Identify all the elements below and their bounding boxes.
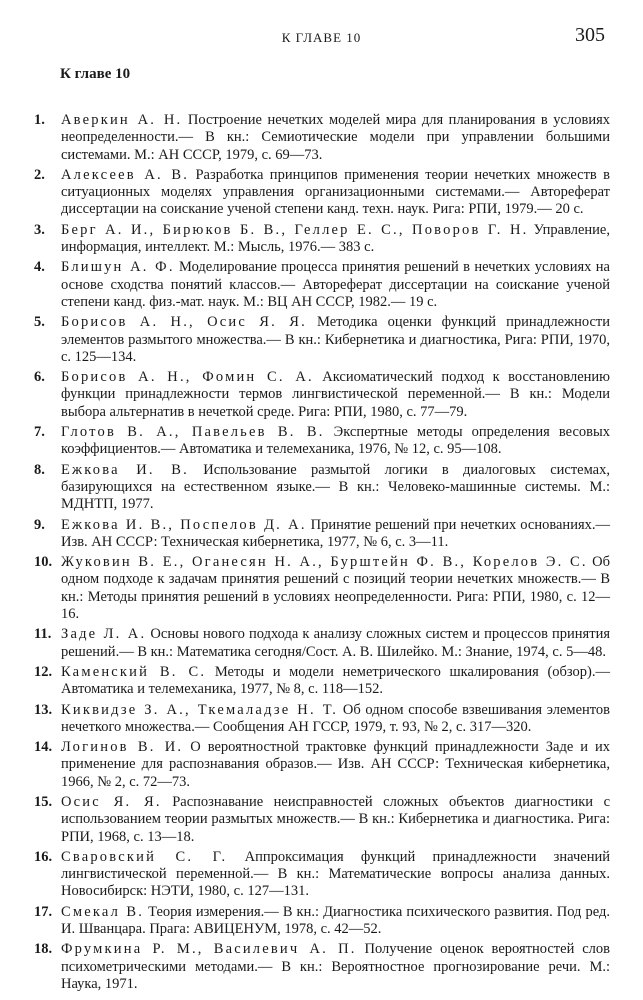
reference-authors: Ежкова И. В., Поспелов Д. А.	[61, 516, 307, 533]
reference-item	[34, 112, 610, 164]
reference-number: 5.	[34, 314, 45, 331]
reference-item	[34, 424, 610, 459]
reference-item	[34, 369, 610, 421]
reference-text: Распознавание неисправностей сложных объектов диагностики с использованием теории размытых множеств.— В кн.: Кибернетика и диагностика. Рига: РПИ, 1968, с. 13—18.	[61, 793, 611, 845]
reference-item	[34, 626, 610, 661]
reference-authors: Фрумкина Р. М., Василевич А. П.	[61, 941, 357, 958]
reference-authors: Каменский В. С.	[61, 663, 207, 680]
reference-authors: Осис Я. Я.	[61, 793, 162, 810]
reference-item	[34, 664, 610, 699]
reference-authors: Алексеев А. В.	[61, 166, 190, 183]
reference-item	[34, 904, 610, 939]
reference-authors: Жуковин В. Е., Оганесян Н. А., Бурштейн Ф. В., Корелов Э. С.	[61, 554, 588, 571]
reference-authors: Берг А. И., Бирюков Б. В., Геллер Е. С., Поворов Г. Н.	[61, 221, 529, 238]
reference-authors: Сваровский С. Г.	[61, 848, 228, 865]
reference-number: 17.	[34, 903, 53, 920]
reference-item	[34, 739, 610, 791]
reference-authors: Глотов В. А., Павельев В. В.	[61, 424, 325, 441]
reference-number: 15.	[34, 793, 53, 810]
reference-authors: Киквидзе З. А., Ткемаладзе Н. Т.	[61, 701, 339, 718]
reference-item	[34, 167, 610, 219]
reference-number: 1.	[34, 112, 45, 128]
reference-number: 3.	[34, 221, 45, 238]
reference-text: Использование размытой логики в диалоговых системах, базирующихся на естественном языке.— В кн.: Человеко-машинные системы. М.: МДНТП, 1977.	[61, 461, 610, 513]
reference-text: Построение нечетких моделей мира для планирования в условиях неопределенности.— В кн.: Семиотические модели при управлении большими системами. М.: АН СССР, 1979, с. 69—73.	[61, 112, 610, 163]
reference-authors: Блишун А. Ф.	[61, 259, 175, 276]
page-number: 305	[575, 24, 605, 46]
reference-text: Методы и модели неметрического шкалирования (обзор).— Автоматика и телемеханика, 1977, № 8, с. 118—152.	[61, 663, 610, 698]
reference-text: Об одном подходе к задачам принятия решений с позиций теории нечетких множеств.— В кн.: Методы принятия решений в условиях неопределенности. Рига: РПИ, 1980, с. 12—16.	[61, 554, 611, 623]
reference-text: Аксиоматический подход к восстановлению функции принадлежности термов лингвистической переменной.— В кн.: Модели выбора альтернатив в нечеткой среде. Рига: РПИ, 1980, с. 77—79.	[61, 369, 611, 420]
reference-authors: Логинов В. И.	[61, 739, 184, 756]
reference-list	[34, 112, 610, 996]
reference-text: Управление, информация, интеллект. М.: Мысль, 1976.— 383 с.	[61, 221, 610, 256]
reference-number: 14.	[34, 739, 53, 756]
reference-authors: Заде Л. А.	[61, 626, 147, 643]
reference-item	[34, 554, 610, 623]
reference-authors: Борисов А. Н., Осис Я. Я.	[61, 314, 307, 331]
reference-number: 2.	[34, 166, 45, 183]
reference-text: Принятие решений при нечетких основаниях.— Изв. АН СССР: Техническая кибернетика, 1977, № 6, с. 3—11.	[61, 516, 610, 550]
reference-text: Получение оценок вероятностей слов психометрическими методами.— В кн.: Вероятностное прогнозирование речи. М.: Наука, 1971.	[61, 941, 611, 992]
reference-number: 18.	[34, 941, 53, 958]
reference-authors: Аверкин А. Н.	[61, 112, 183, 128]
reference-item	[34, 314, 610, 366]
reference-text: Основы нового подхода к анализу сложных систем и процессов принятия решений.— В кн.: Математика сегодня/Сост. А. В. Шилейко. М.: Знание, 1974, с. 5—48.	[61, 626, 610, 660]
reference-item	[34, 259, 610, 311]
reference-text: Аппроксимация функций принадлежности значений лингвистической переменной.— В кн.: Математические вопросы анализа данных. Новосибирск: НЭТИ, 1980, с. 127—131.	[61, 848, 610, 900]
reference-item	[34, 849, 610, 901]
reference-item	[34, 702, 610, 737]
reference-authors: Ежкова И. В.	[61, 461, 189, 478]
reference-text: Разработка принципов применения теории нечетких множеств в ситуационных моделях управления организационными системами.— Автореферат диссертации на соискание ученой степени канд. техн. наук. Рига: РПИ, 1979.— 20 с.	[61, 166, 611, 218]
reference-text: Экспертные методы определения весовых коэффициентов.— Автоматика и телемеханика, 1976, № 12, с. 95—108.	[61, 424, 610, 458]
running-title: К ГЛАВЕ 10	[281, 30, 362, 45]
reference-number: 9.	[34, 516, 45, 533]
reference-number: 16.	[34, 848, 53, 865]
reference-item	[34, 941, 610, 993]
section-heading: К главе 10	[60, 66, 131, 82]
reference-number: 12.	[34, 663, 53, 680]
reference-item	[34, 462, 610, 514]
reference-item	[34, 222, 610, 257]
reference-text: Теория измерения.— В кн.: Диагностика психического развития. Под ред. И. Шванцара. Прага: АВИЦЕНУМ, 1978, с. 42—52.	[61, 903, 610, 938]
reference-authors: Борисов А. Н., Фомин С. А.	[61, 369, 314, 386]
reference-item	[34, 517, 610, 552]
reference-authors: Смекал В.	[61, 903, 145, 920]
reference-number: 10.	[34, 554, 53, 571]
reference-text: Моделирование процесса принятия решений в нечетких условиях на основе сходства понятий классов.— Автореферат диссертации на соискание ученой степени канд. физ.-мат. наук. М.: ВЦ АН СССР, 1982.— 19 с.	[61, 259, 610, 310]
running-head	[0, 24, 643, 48]
reference-text: О вероятностной трактовке функций принадлежности Заде и их применение для распознавания образов.— Изв. АН СССР: Техническая кибернетика, 1966, № 2, с. 72—73.	[61, 739, 611, 790]
reference-number: 8.	[34, 461, 45, 478]
reference-number: 11.	[34, 626, 52, 643]
reference-item	[34, 794, 610, 846]
reference-number: 13.	[34, 701, 53, 718]
reference-number: 4.	[34, 259, 45, 276]
reference-text: Методика оценки функций принадлежности элементов размытого множества.— В кн.: Кибернетика и диагностика, Рига: РПИ, 1970, с. 125—134.	[61, 314, 611, 365]
reference-text: Об одном способе взвешивания элементов нечеткого множества.— Сообщения АН ГССР, 1979, т. 93, № 2, с. 317—320.	[61, 701, 611, 735]
reference-number: 7.	[34, 424, 45, 441]
reference-number: 6.	[34, 369, 45, 386]
